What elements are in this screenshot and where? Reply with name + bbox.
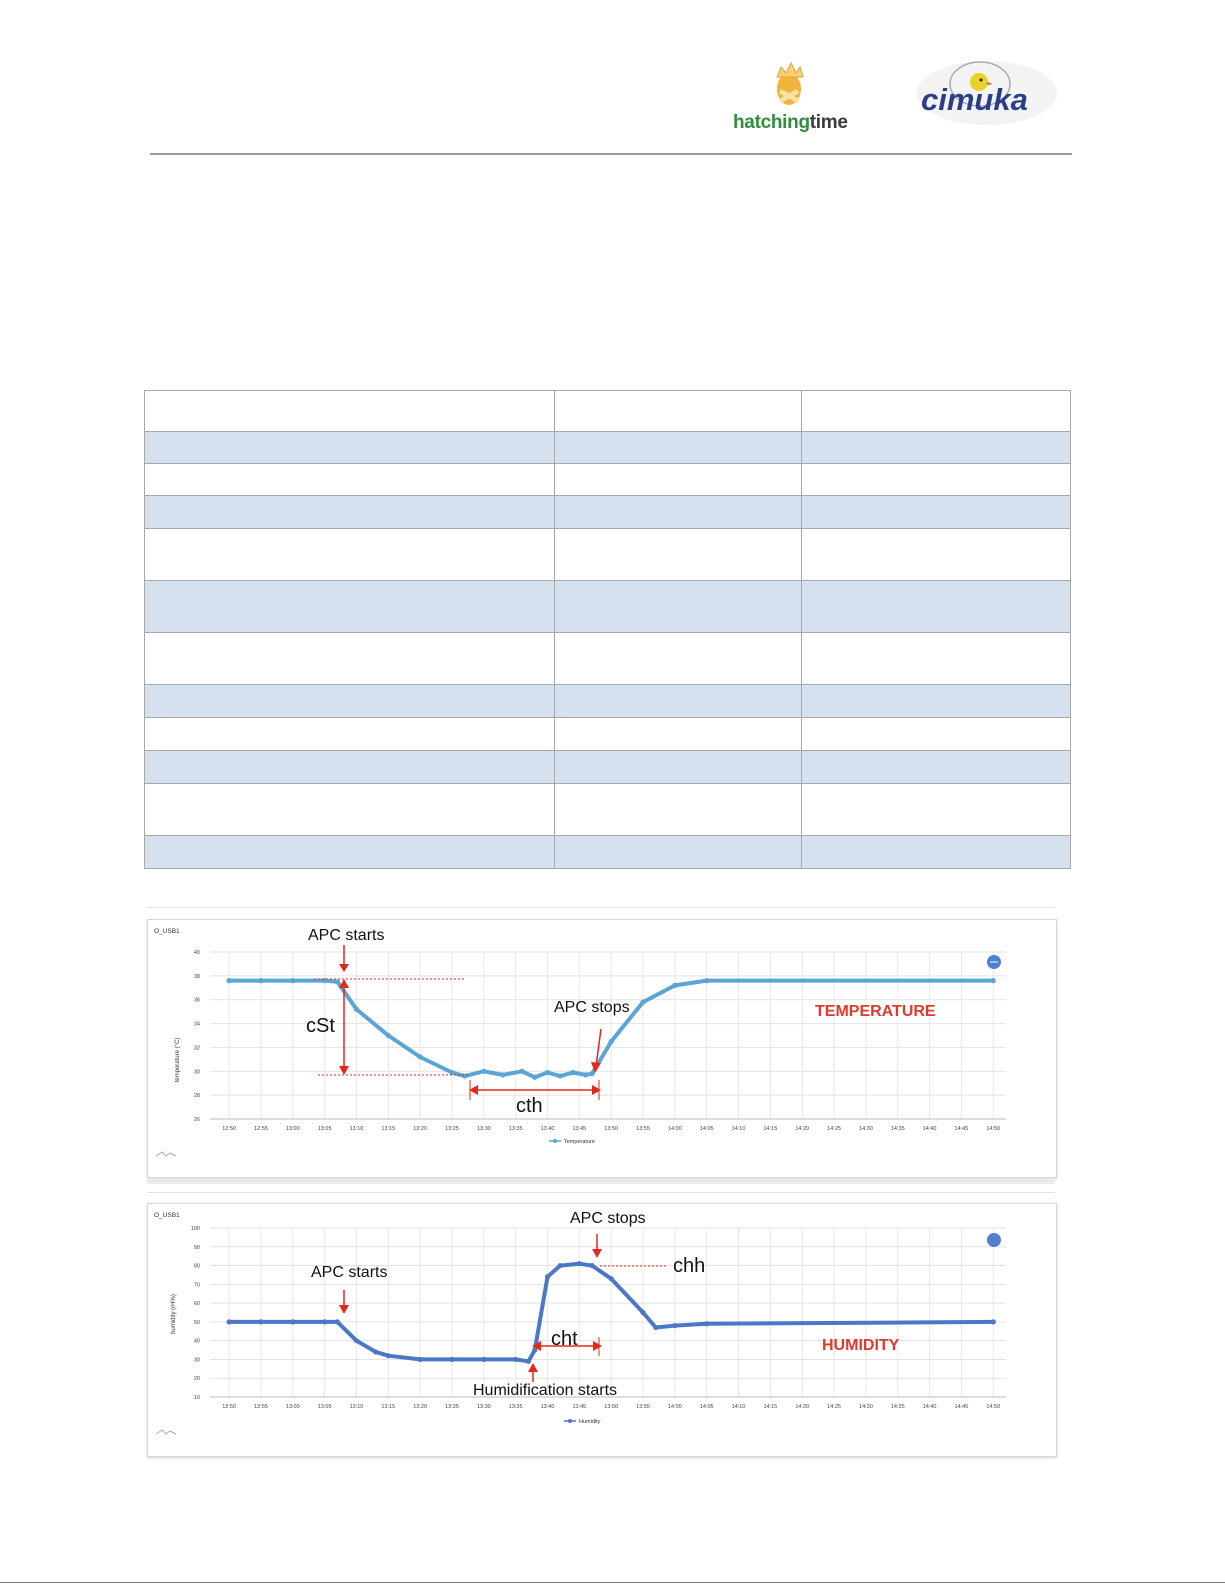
x-tick-label: 13:40 <box>540 1404 555 1410</box>
apc-starts-label: APC starts <box>311 1264 388 1281</box>
temperature-chart-panel <box>147 919 1057 1178</box>
x-tick-label: 13:15 <box>381 1404 396 1410</box>
data-point <box>386 1033 391 1038</box>
data-point <box>290 978 295 983</box>
y-tick-label: 50 <box>193 1319 200 1326</box>
hatchingtime-wordmark: hatchingtime <box>733 112 848 133</box>
x-tick-label: 14:40 <box>922 1126 937 1132</box>
table-row <box>145 581 1071 633</box>
data-point <box>335 1319 340 1324</box>
data-point <box>513 1357 518 1362</box>
data-point <box>519 1069 524 1074</box>
data-point <box>589 1071 594 1076</box>
data-point <box>558 1073 563 1078</box>
x-tick-label: 14:00 <box>667 1126 682 1132</box>
data-point <box>373 1349 378 1354</box>
x-tick-label: 13:10 <box>349 1126 364 1132</box>
temperature-chart <box>148 920 1056 1177</box>
humidification-starts-label: Humidification starts <box>473 1382 618 1399</box>
x-tick-label: 13:30 <box>476 1404 491 1410</box>
x-tick-label: 13:25 <box>445 1404 459 1410</box>
x-tick-label: 14:35 <box>890 1126 905 1132</box>
y-axis-label: temperature (°C) <box>175 1037 181 1083</box>
apc-stops-label: APC stops <box>570 1210 646 1227</box>
y-tick-label: 20 <box>193 1376 200 1383</box>
chart-footer-icon <box>156 1152 176 1156</box>
data-point <box>570 1070 575 1075</box>
table-row <box>145 633 1071 685</box>
x-tick-label: 13:45 <box>572 1404 587 1410</box>
data-point <box>354 1007 359 1012</box>
data-point <box>653 1325 658 1330</box>
x-tick-label: 14:35 <box>890 1404 905 1410</box>
x-tick-label: 12:55 <box>254 1126 268 1132</box>
x-tick-label: 14:45 <box>954 1126 969 1132</box>
data-point <box>322 1319 327 1324</box>
data-point <box>672 983 677 988</box>
y-tick-label: 34 <box>193 1021 200 1028</box>
x-tick-label: 13:20 <box>413 1126 428 1132</box>
x-tick-label: 12:50 <box>222 1126 236 1132</box>
x-tick-label: 14:00 <box>667 1404 682 1410</box>
data-point <box>672 1323 677 1328</box>
cimuka-logo <box>915 58 1060 128</box>
table-row <box>145 432 1071 464</box>
x-tick-label: 13:55 <box>636 1404 650 1410</box>
chart-footer-icon <box>156 1430 176 1434</box>
x-tick-label: 14:40 <box>922 1404 937 1410</box>
legend-marker <box>568 1419 572 1423</box>
data-point <box>386 1353 391 1358</box>
data-point <box>258 978 263 983</box>
data-point <box>558 1263 563 1268</box>
x-tick-label: 14:15 <box>763 1126 778 1132</box>
x-tick-label: 14:50 <box>986 1126 1001 1132</box>
figure-separator <box>147 1192 1055 1193</box>
x-tick-label: 13:35 <box>508 1126 523 1132</box>
data-point <box>354 1338 359 1343</box>
data-point <box>418 1054 423 1059</box>
table-row <box>145 751 1071 784</box>
data-point <box>481 1069 486 1074</box>
x-tick-label: 13:55 <box>636 1126 650 1132</box>
x-tick-label: 13:05 <box>317 1404 332 1410</box>
x-tick-label: 13:15 <box>381 1126 396 1132</box>
x-tick-label: 14:50 <box>986 1404 1001 1410</box>
data-point <box>526 1359 531 1364</box>
data-point <box>640 1310 645 1315</box>
panel-label: O_USB1 <box>154 928 180 935</box>
panel-label: O_USB1 <box>154 1212 180 1219</box>
legend-marker <box>553 1139 557 1143</box>
data-point <box>704 1321 709 1326</box>
x-tick-label: 13:05 <box>317 1126 332 1132</box>
x-tick-label: 12:50 <box>222 1404 236 1410</box>
data-point <box>545 1070 550 1075</box>
legend <box>549 1139 595 1145</box>
data-point <box>449 1357 454 1362</box>
table-row <box>145 685 1071 718</box>
header-divider <box>150 153 1072 155</box>
data-point <box>462 1073 467 1078</box>
table-row <box>145 496 1071 529</box>
table-row <box>145 391 1071 432</box>
x-tick-label: 13:10 <box>349 1404 364 1410</box>
legend-label: Temperature <box>564 1139 595 1145</box>
legend-label: Humidity <box>579 1419 601 1425</box>
cth-label: cth <box>516 1095 543 1117</box>
chh-label: chh <box>673 1255 706 1277</box>
y-tick-label: 30 <box>193 1357 200 1364</box>
data-point <box>418 1357 423 1362</box>
data-point <box>609 1039 614 1044</box>
data-point <box>258 1319 263 1324</box>
specification-table <box>144 390 1071 869</box>
data-point <box>290 1319 295 1324</box>
y-tick-label: 100 <box>190 1226 200 1232</box>
x-tick-label: 13:45 <box>572 1126 587 1132</box>
table-row <box>145 784 1071 836</box>
data-point <box>991 978 996 983</box>
x-tick-label: 13:20 <box>413 1404 428 1410</box>
x-tick-label: 13:50 <box>604 1404 619 1410</box>
chick-egg-icon <box>777 63 803 105</box>
x-tick-label: 13:50 <box>604 1126 619 1132</box>
y-tick-label: 30 <box>193 1069 200 1076</box>
table-row <box>145 836 1071 869</box>
data-point <box>589 1263 594 1268</box>
x-tick-label: 13:30 <box>476 1126 491 1132</box>
x-tick-label: 14:45 <box>954 1404 969 1410</box>
chart-title: TEMPERATURE <box>815 1003 936 1020</box>
y-tick-label: 60 <box>193 1301 200 1308</box>
data-point <box>532 1075 537 1080</box>
cimuka-wordmark: cimuka <box>921 82 1028 117</box>
cst-label: cSt <box>306 1015 335 1037</box>
x-tick-label: 14:20 <box>795 1404 810 1410</box>
x-tick-label: 14:25 <box>827 1404 841 1410</box>
x-tick-label: 13:00 <box>285 1126 300 1132</box>
page-bottom-rule <box>0 1582 1225 1583</box>
legend <box>564 1419 601 1425</box>
data-point <box>335 979 340 984</box>
x-tick-label: 14:30 <box>859 1126 873 1132</box>
data-point <box>991 1319 996 1324</box>
data-point <box>704 978 709 983</box>
y-tick-label: 90 <box>193 1244 200 1251</box>
humidity-chart <box>148 1204 1056 1456</box>
figure-separator <box>147 907 1055 908</box>
menu-button-icon[interactable] <box>987 1233 1001 1247</box>
y-tick-label: 26 <box>193 1117 200 1123</box>
table-row <box>145 718 1071 751</box>
x-tick-label: 14:05 <box>699 1126 714 1132</box>
y-tick-label: 28 <box>193 1093 200 1100</box>
data-point <box>227 978 232 983</box>
apc-stops-label: APC stops <box>554 999 630 1016</box>
table-row <box>145 464 1071 496</box>
x-tick-label: 13:00 <box>285 1404 300 1410</box>
apc-starts-label: APC starts <box>308 927 385 944</box>
chart-title: HUMIDITY <box>822 1337 900 1354</box>
data-point <box>500 1072 505 1077</box>
data-point <box>577 1261 582 1266</box>
x-tick-label: 14:15 <box>763 1404 778 1410</box>
data-point <box>545 1274 550 1279</box>
y-tick-label: 40 <box>193 950 200 956</box>
y-tick-label: 70 <box>193 1282 200 1289</box>
y-tick-label: 40 <box>193 1338 200 1345</box>
x-tick-label: 12:55 <box>254 1404 268 1410</box>
data-point <box>609 1276 614 1281</box>
figure-separator <box>147 1180 1055 1184</box>
y-axis-label: humidity (rH%) <box>171 1294 177 1334</box>
y-tick-label: 38 <box>193 973 200 980</box>
x-tick-label: 14:25 <box>827 1126 841 1132</box>
x-tick-label: 13:40 <box>540 1126 555 1132</box>
y-tick-label: 32 <box>193 1045 200 1052</box>
x-tick-label: 14:10 <box>731 1126 746 1132</box>
x-tick-label: 14:30 <box>859 1404 873 1410</box>
cht-label: cht <box>551 1328 578 1350</box>
data-point <box>583 1072 588 1077</box>
y-tick-label: 10 <box>193 1395 200 1401</box>
table-row <box>145 529 1071 581</box>
y-tick-label: 36 <box>193 997 200 1004</box>
data-point <box>640 1000 645 1005</box>
data-point <box>449 1070 454 1075</box>
data-point <box>481 1357 486 1362</box>
humidity-chart-panel <box>147 1203 1057 1457</box>
x-tick-label: 13:35 <box>508 1404 523 1410</box>
data-point <box>227 1319 232 1324</box>
y-tick-label: 80 <box>193 1263 200 1270</box>
x-tick-label: 14:10 <box>731 1404 746 1410</box>
x-tick-label: 13:25 <box>445 1126 459 1132</box>
x-tick-label: 14:05 <box>699 1404 714 1410</box>
x-tick-label: 14:20 <box>795 1126 810 1132</box>
